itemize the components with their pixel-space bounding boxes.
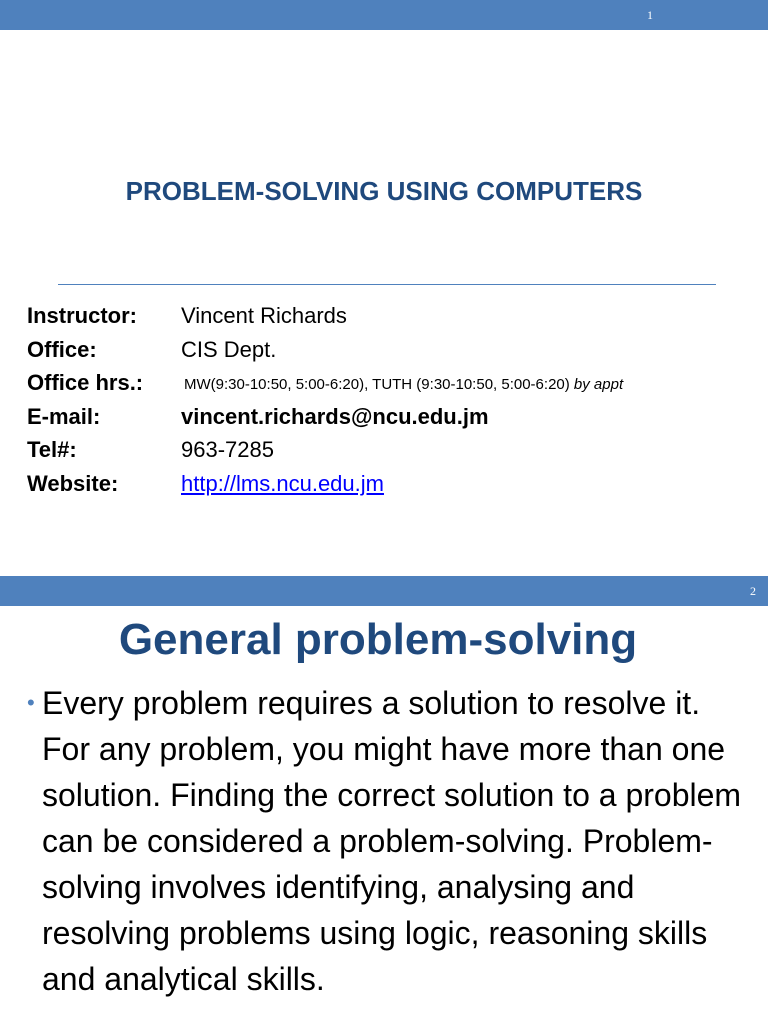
office-hours-label: Office hrs.: (27, 370, 144, 395)
email-value: vincent.richards@ncu.edu.jm (181, 404, 489, 429)
slide-title: General problem-solving (118, 615, 638, 664)
website-row (27, 471, 747, 501)
office-hours-times: MW(9:30-10:50, 5:00-6:20), TUTH (9:30-10:50, 5:00-6:20) (184, 376, 570, 393)
website-label: Website: (27, 471, 119, 496)
tel-row (27, 437, 747, 467)
tel-label: Tel#: (27, 437, 77, 462)
slide-header-bar (0, 576, 768, 606)
email-label: E-mail: (27, 404, 101, 429)
bullet-text: Every problem requires a solution to resolve it. For any problem, you might have more than one solution. Finding the correct solution to a problem can be considered a problem-solving. Problem-solving involves identifying, analysing and resolving problems using logic, reasoning skills and analytical skills. (42, 685, 742, 997)
tel-value: 963-7285 (181, 437, 274, 462)
title-divider (58, 284, 716, 285)
office-row (27, 337, 747, 367)
slide-number: 2 (750, 584, 756, 598)
instructor-value: Vincent Richards (181, 303, 347, 328)
office-hours-value (184, 376, 623, 393)
slide-number: 1 (647, 8, 653, 22)
website-value (181, 471, 384, 497)
instructor-label: Instructor: (27, 303, 137, 328)
slide-title: PROBLEM-SOLVING USING COMPUTERS (125, 176, 643, 206)
instructor-row (27, 303, 747, 333)
website-link[interactable]: http://lms.ncu.edu.jm (181, 471, 384, 496)
office-hours-row (27, 370, 747, 400)
email-row (27, 404, 747, 434)
office-hours-note: by appt (573, 376, 624, 393)
office-value: CIS Dept. (181, 337, 277, 362)
office-label: Office: (27, 337, 97, 362)
bullet-icon: • (27, 690, 35, 715)
